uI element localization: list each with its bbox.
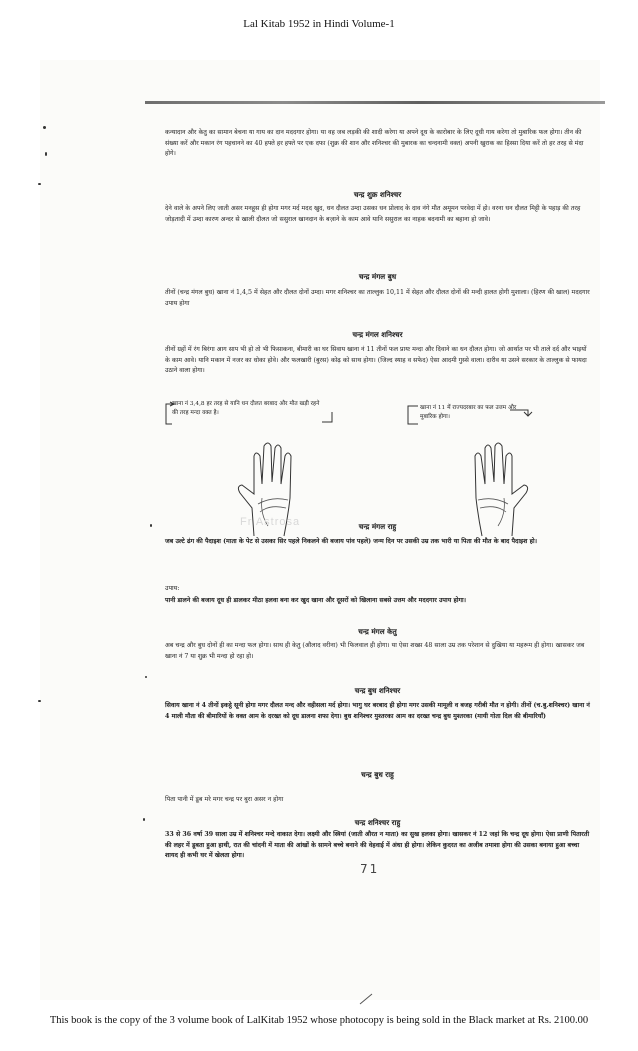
paragraph-chandra-mangal-budh: तीनों (चन्द्र मंगल बुध) खाना नं 1,4,5 में सेहत और दौलत दोनों उम्दा। मगर शनिश्चर का ताल्लुक 10,11 में सेहत और दौलत दोनों की मन्दी हालत होगी मुशाला। (हिरण की खाल) मददगार उपाय होगा (165, 289, 590, 307)
paragraph-chandra-mangal-shani: तीनों ग्रहों में रंग बिरंगा आग साप भी हो तो भी फिसाकना, बीमारी का घर सिवाय खाना नं 11 तीनों फल प्रायः मन्दा और दिवाने का धन दौलत होगा। जो आर्थात पर भी ताले दर्द और भाइयों के काम आवे। यानि मकान में नजर का धोका होवे। और फलखारी (बुरस) कोढ़ को साथ होगा। (जिल्द स्याह व सफेद) ऐसा आदमी गुस्से वाला। दारीव या उसने सरकार के ताल्लुक से फायदा उठाने वाला होगा। (165, 346, 587, 375)
page-number: 71 (360, 862, 380, 876)
page-footer-note: This book is the copy of the 3 volume book of LalKitab 1952 whose photocopy is being sold in the Black market at Rs. 2100.00 (49, 1015, 589, 1026)
scan-speck (143, 818, 145, 821)
scan-speck (43, 126, 46, 129)
paragraph-upay: पानी डालने की बजाय दूध ही डालकर मीठा हलवा बना कर खुद खाना और दूसरों को खिलाना सबसे उत्तम और मददगार उपाय होगा। (165, 597, 467, 604)
top-rule (145, 101, 605, 104)
scan-speck (145, 676, 147, 678)
scan-speck (38, 700, 41, 702)
heading-chandra-mangal-rahu: चन्द्र मंगल राहु (358, 522, 397, 531)
note-right: खाना नं 11 में राज्यदरबार का फल उत्तम और मुबारिक होगा। (420, 405, 517, 420)
paragraph-chandra-budh-shani: सिवाय खाना नं 4 तीनों इकट्ठे सूनी होगा मगर दौलत मन्द और वहीसला मर्द होगा। भागु घर बरबाद ही होगा मगर उसकी मामूली व बजह गरीबी मौत न होगी। तीनों (च.बु.शनिश्चर) खाना नं 4 माली मौता की बीमारियों के वक्त आम के दरख्त को दूध डालना शफा देगा। बुध शनिश्चर मुश्तरका आम का दरख्त चन्द्र बुध मुश्तरका (मायी गोता दिल की बीमारियाँ) (165, 702, 590, 720)
heading-chandra-mangal-ketu: चन्द्र मंगल केतु (358, 627, 397, 636)
scan-mark (358, 990, 378, 1006)
paragraph-chandra-budh-rahu: पिता पानी में डूब मरे मगर चन्द्र पर बुरा असर न होगा (165, 796, 284, 803)
heading-chandra-mangal-shani: चन्द्र मंगल शनिश्चर (352, 330, 403, 339)
note-left: खाना नं 3,4,8 हर तरह से यानि धन दौलत बरबाद और मौत खड़ी रहने की तरह मन्दा वक्त है। (172, 401, 320, 416)
heading-chandra-budh-rahu: चन्द्र बुध राहु (361, 770, 394, 779)
paragraph-intro: कन्यादान और केतु का सामान बेचना या गाय का दान मददगार होगा। या वह जब लड़की की शादी करेगा या अपने दूध के कारोबार के लिए दूधी गाय करेगा तो मुबारिक फल होगा। तीन की संख्या करें और मकान रंग पहचानने का 40 हफ्ते हर हफ्ते पर एक दफा (शुक्र की शान और शनिश्चर की मुबारक का चन्दनामी वक्त) अपनी खुराक का हिस्सा दिया करें तो हर तरह से मंदा होगे। (165, 129, 584, 158)
paragraph-chandra-shukra-shani: देने वाले के अपने लिए जाती असर मनहूस ही होगा मगर मर्द मदद खुद, धन दौलत उम्दा उसका धन प्रोलाद के दाव नंगे मौत अमूमन परवेदा में हो। वरना धन दौलत मिट्टी के पहाड़ की तरह जोड़तादी में उम्दा कारण अन्दर से खाली दौलत जो ससुराल खानदान के बज़ाने के काम आवे यानि ससुराल का नाहक बदनामी का बहाना हो जावे। (165, 205, 581, 223)
paragraph-chandra-mangal-ketu: अब चन्द्र और बुध दोनों ही का मन्दा फल होगा। साथ ही केतु (औलाद वरीना) भी फिलवाल ही होगा। या ऐसा शख्स 48 साला उम्र तक परेशान से दुखिया या महरूम ही होगा। खासकर जब खाना नं 7 या शुक्र भी मन्दा हो रहा हो। (165, 642, 585, 660)
page-header-title: Lal Kitab 1952 in Hindi Volume-1 (243, 18, 395, 30)
heading-chandra-shukra-shani: चन्द्र शुक्र शनिश्चर (353, 190, 402, 199)
heading-chandra-shani-rahu: चन्द्र शनिश्चर राहु (354, 818, 401, 827)
heading-chandra-mangal-budh: चन्द्र मंगल बुध (358, 272, 397, 281)
heading-chandra-budh-shani: चन्द्र बुध शनिश्चर (354, 686, 401, 695)
watermark: Fr Astrosa (240, 516, 301, 528)
scan-speck (38, 183, 41, 185)
note-left-bracket (160, 400, 340, 430)
scan-speck (150, 524, 152, 527)
paragraph-chandra-mangal-rahu: जब उल्टे ढंग की पैदाइश (माता के पेट से उसका सिर पहले निकलने की बजाय पांव पहले) जन्म दिन पर उसकी उम्र तक भारी या पिता की मौत के बाद पैदाइश हो। (165, 538, 537, 545)
paragraph-chandra-shani-rahu: 33 से 36 वर्षा 39 साला उम्र में शनिश्चर मन्दे वाकात देगा। लक्ष्मी और स्त्रियां (जाती औरत न माता) का सुख हलका होगा। खासकर नं 12 जहां कि चन्द्र दूध होगा। ऐसा प्राणी पितारती की लहर में डूबता हुआ हाथी, रात की चांदनी में माता की आंखों के सामने बच्चे बनाने की वेहवाई में अंधा ही होगा। लेकिन कुदरत का अजीब तमाशा होगा की उसका बनाया हुआ बच्चा शायद ही कभी घर में खेलता होगा। (165, 831, 590, 860)
upay-label: उपाय: (165, 585, 180, 592)
note-right-bracket (404, 400, 534, 430)
scan-speck (45, 152, 47, 156)
